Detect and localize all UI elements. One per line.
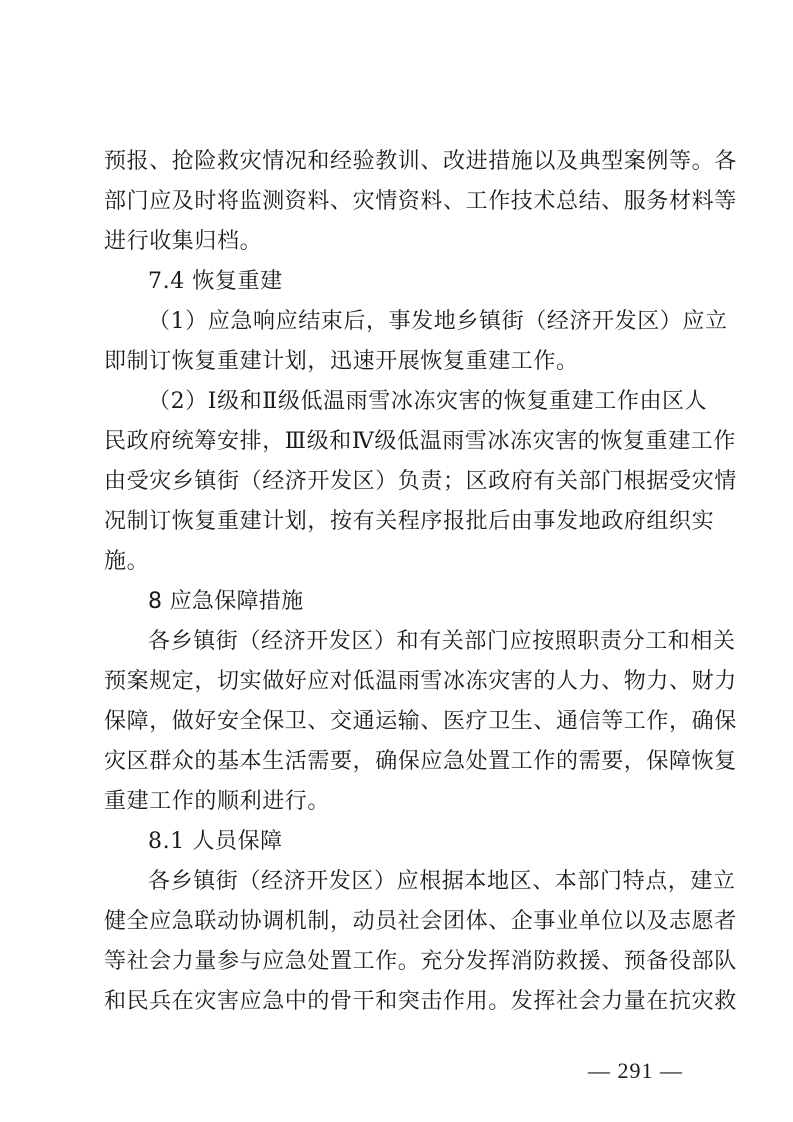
- body-text-line: 灾区群众的基本生活需要，确保应急处置工作的需要，保障恢复: [104, 749, 737, 774]
- body-text-line: 各乡镇街（经济开发区）应根据本地区、本部门特点，建立: [148, 869, 736, 894]
- body-text-line: 民政府统筹安排，Ⅲ级和Ⅳ级低温雨雪冰冻灾害的恢复重建工作: [104, 429, 736, 454]
- body-text-line: 施。: [104, 549, 150, 574]
- body-text-line: 各乡镇街（经济开发区）和有关部门应按照职责分工和相关: [148, 629, 736, 654]
- body-text-line: 重建工作的顺利进行。: [104, 789, 331, 814]
- body-text-line: 即制订恢复重建计划，迅速开展恢复重建工作。: [104, 349, 579, 374]
- section-heading-8-1: 8.1 人员保障: [148, 829, 283, 854]
- body-text-line: 健全应急联动协调机制，动员社会团体、企事业单位以及志愿者: [104, 909, 737, 934]
- section-heading-8: 8 应急保障措施: [148, 589, 304, 614]
- page-number: — 291 —: [588, 1058, 683, 1083]
- body-text-line: 等社会力量参与应急处置工作。充分发挥消防救援、预备役部队: [104, 949, 737, 974]
- body-text-line: （1）应急响应结束后，事发地乡镇街（经济开发区）应立: [148, 309, 728, 334]
- body-text-line: （2）Ⅰ级和Ⅱ级低温雨雪冰冻灾害的恢复重建工作由区人: [148, 389, 708, 414]
- body-text-line: 预报、抢险救灾情况和经验教训、改进措施以及典型案例等。各: [104, 149, 737, 174]
- body-text-line: 预案规定，切实做好应对低温雨雪冰冻灾害的人力、物力、财力: [104, 669, 737, 694]
- body-text-line: 保障，做好安全保卫、交通运输、医疗卫生、通信等工作，确保: [104, 709, 737, 734]
- body-text-line: 进行收集归档。: [104, 229, 263, 254]
- body-text-line: 部门应及时将监测资料、灾情资料、工作技术总结、服务材料等: [104, 189, 737, 214]
- section-heading-7-4: 7.4 恢复重建: [148, 269, 283, 294]
- body-text-line: 由受灾乡镇街（经济开发区）负责；区政府有关部门根据受灾情: [104, 469, 737, 494]
- body-text-line: 况制订恢复重建计划，按有关程序报批后由事发地政府组织实: [104, 509, 715, 534]
- body-text-line: 和民兵在灾害应急中的骨干和突击作用。发挥社会力量在抗灾救: [104, 989, 737, 1014]
